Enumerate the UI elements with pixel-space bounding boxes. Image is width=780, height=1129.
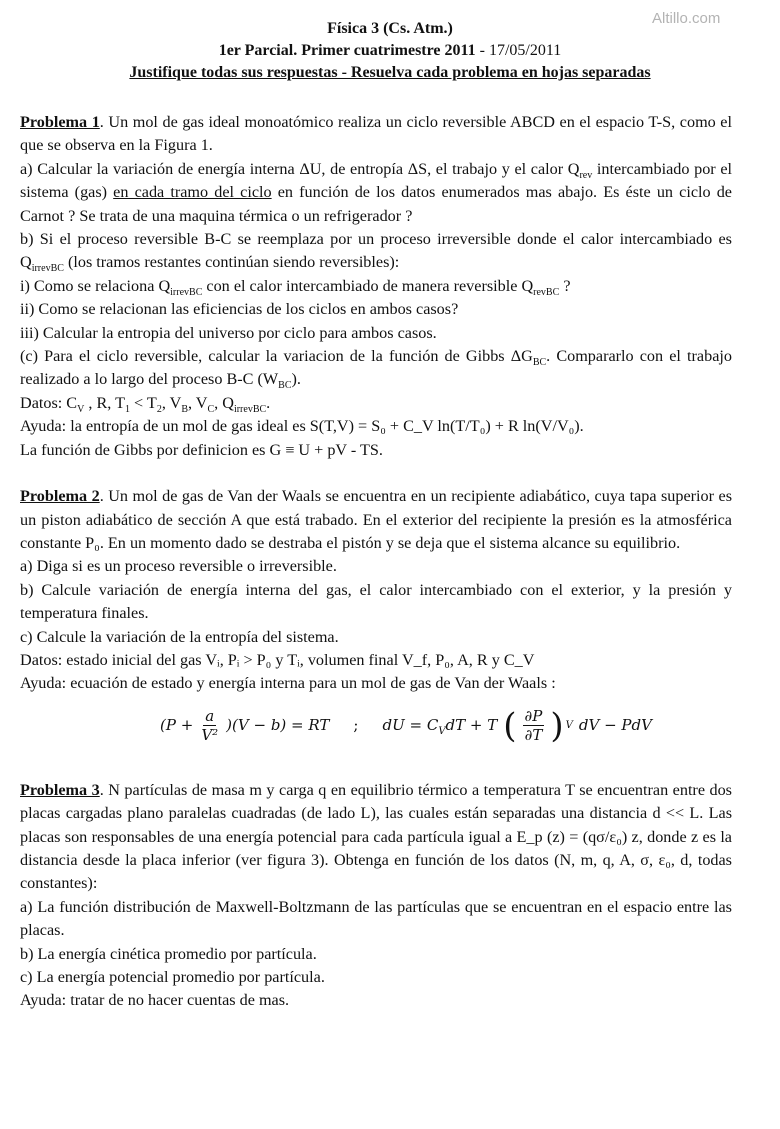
problem-3-title: Problema 3 [20,780,100,799]
problem-1-b-i: i) Como se relaciona $Q_{irrevBC}$ con el calor intercambiado de manera reversible $Q_{revBC}$ ? [20,276,571,299]
problem-3-text: . N partículas de masa m y carga q en equilibrio térmico a temperatura T se encuentran entre dos placas cargadas plano paralelas cuadradas (de lado L), las cuales están separadas una distancia d << L. Las placas son responsables de una energía potencial para cada partícula igual a E_p (z) = (qσ/ε₀) z, donde z es la distancia desde la placa inferior (ver figura 3). Obtenga en función de los datos (N, m, q, A, σ, ε₀, d, todas constantes): [20,780,732,893]
problem-1-text: . Un mol de gas ideal monoatómico realiza un ciclo reversible ABCD en el espacio T-S, como el que se observa en la Figura 1. [20,113,732,155]
problem-1-ayuda: Ayuda: la entropía de un mol de gas ideal es S(T,V) = S₀ + C_V ln(T/T₀) + R ln(V/V₀). [20,417,584,436]
instructions: Justifique todas sus respuestas - Resuelva cada problema en hojas separadas [129,64,651,81]
exam-date: - 17/05/2011 [475,42,562,59]
problem-3-c: c) La energía potencial promedio por partícula. [20,968,325,986]
problem-2-datos: Datos: estado inicial del gas Vᵢ, Pᵢ > P₀ y Tᵢ, volumen final V_f, P₀, A, R y C_V [20,650,535,669]
partial-derivative: $\frac{\partial P}{\partial T}$ [524,707,543,745]
problem-2-intro [20,485,732,555]
problem-1-b-ii: ii) Como se relacionan las eficiencias de los ciclos en ambos casos? [20,300,459,319]
problem-2-text: . Un mol de gas de Van der Waals se encuentra en un recipiente adiabático, cuya tapa superior es un piston adiabático de sección A que está trabado. En el exterior del recipiente la presión es la atmosférica constante P₀. En un momento dado se destraba el pistón y se deja que el sistema alcance su equilibrio. [20,487,732,552]
problem-3-b: b) La energía cinética promedio por partícula. [20,944,317,963]
problem-2-ayuda: Ayuda: ecuación de estado y energía interna para un mol de gas de Van der Waals : [20,674,556,693]
problem-1-a: a) Calcular la variación de energía interna ΔU, de entropía ΔS, el trabajo y el calor $Q_{rev}$ intercambiado por el sistema (gas) en cada tramo del ciclo en función de los datos enumerados mas abajo. Es éste un ciclo de Carnot ? Se trata de una maquina térmica o un refrigerador ? [20,159,732,225]
problem-3-a: a) La función distribución de Maxwell-Boltzmann de las partículas que se encuentran en el espacio entre las placas. [20,897,732,940]
problem-1-gibbs: La función de Gibbs por definicion es G ≡ U + pV - TS. [20,440,383,459]
problem-1-b: b) Si el proceso reversible B-C se reemplaza por un proceso irreversible donde el calor intercambiado es $Q_{irrevBC}$ (los tramos restantes continúan siendo reversibles): [20,230,732,275]
problem-1-datos: Datos: $C_V$ , R, $T_1 < T_2$, $V_B$, $V_C$, $Q_{irrevBC}$. [20,393,271,416]
watermark: Altillo.com [652,10,721,27]
problem-2-a: a) Diga si es un proceso reversible o irreversible. [20,557,337,576]
problem-1-c: (c) Para el ciclo reversible, calcular la variacion de la función de Gibbs $\Delta G_{BC}$. Compararlo con el trabajo realizado a lo largo del proceso B-C $(W_{BC})$. [20,347,732,392]
problem-3-ayuda: Ayuda: tratar de no hacer cuentas de mas. [20,991,290,1010]
problem-2-title: Problema 2 [20,487,100,506]
exam-body [20,111,732,1013]
course-title: Física 3 (Cs. Atm.) [327,20,453,37]
fraction-a-over-v2: $\frac{a}{\text{V²}}$ [201,707,219,745]
problem-1-b-iii: iii) Calcular la entropia del universo por ciclo para ambos casos. [20,323,437,342]
exam-name: 1er Parcial. Primer cuatrimestre 2011 [218,42,476,59]
problem-1-title: Problema 1 [20,113,100,131]
van-der-waals-equations: (P + $\frac{a}{\text{V²}}$ )(V − b) = RT ; dU = $C_VdT + T$ ( $\frac{\partial P}{\partial T}$ ) V dV − PdV [160,705,652,746]
problem-2-b: b) Calcule variación de energía interna del gas, el calor intercambiado con el exterior, y la presión y temperatura finales. [20,580,732,623]
problem-1-intro [20,111,732,158]
exam-title [0,40,780,62]
problem-2-c: c) Calcule la variación de la entropía del sistema. [20,627,339,646]
exam-header [0,18,780,84]
problem-3-intro [20,779,732,896]
